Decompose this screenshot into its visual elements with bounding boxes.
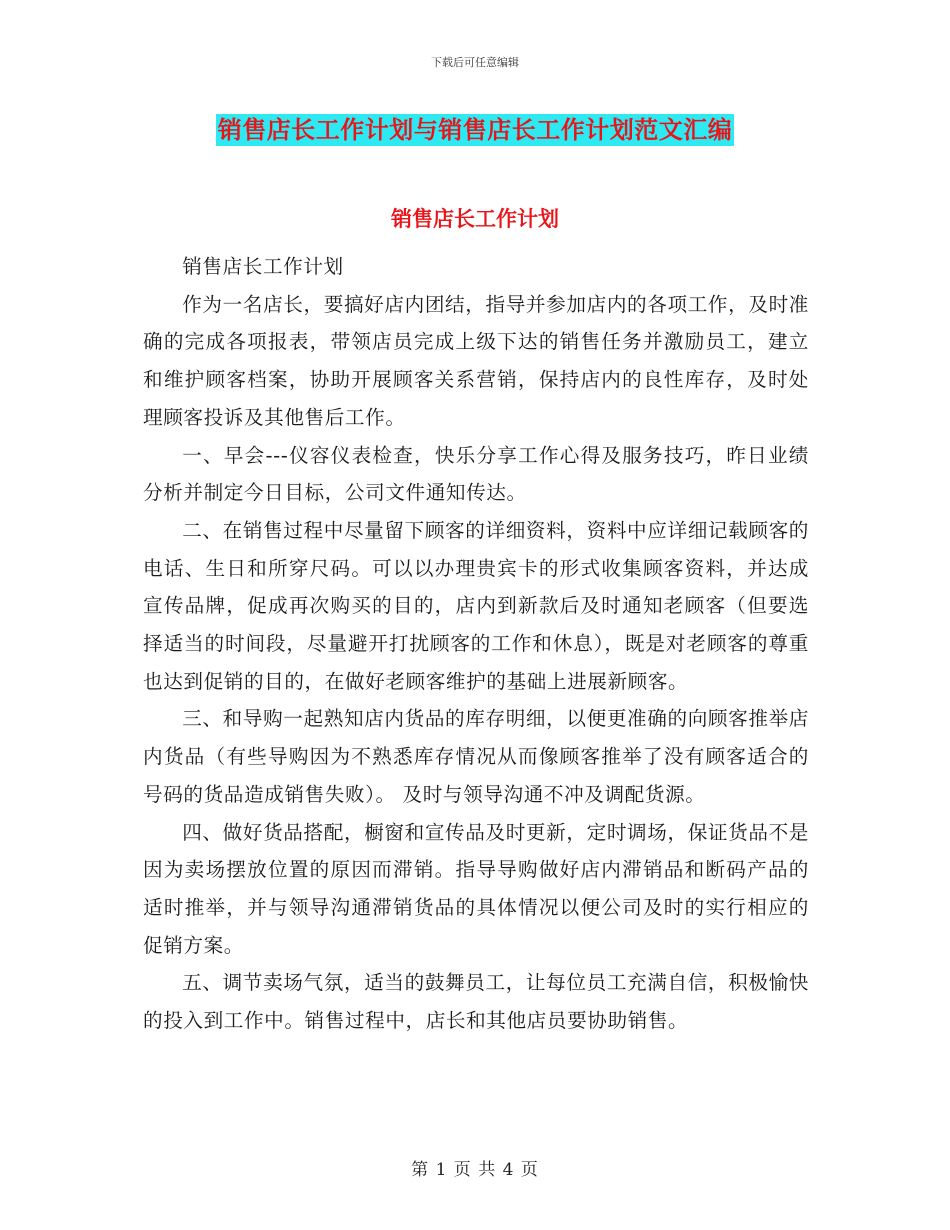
page-number-footer: 第 1 页 共 4 页 (411, 1160, 539, 1180)
header-note: 下载后可任意编辑 (431, 56, 519, 69)
main-title-container (0, 114, 950, 146)
body-paragraph: 二、在销售过程中尽量留下顾客的详细资料，资料中应详细记载顾客的电话、生日和所穿尺码。可以以办理贵宾卡的形式收集顾客资料，并达成宣传品牌，促成再次购买的目的，店内到新款后及时通知老顾客（但要选择适当的时间段，尽量避开打扰顾客的工作和休息），既是对老顾客的尊重也达到促销的目的，在做好老顾客维护的基础上进展新顾客。 (143, 518, 809, 693)
body-paragraph: 一、早会---仪容仪表检查，快乐分享工作心得及服务技巧，昨日业绩分析并制定今日目标，公司文件通知传达。 (143, 443, 809, 505)
body-paragraph: 五、调节卖场气氛，适当的鼓舞员工，让每位员工充满自信，积极愉快的投入到工作中。销售过程中，店长和其他店员要协助销售。 (143, 971, 809, 1033)
document-title: 销售店长工作计划与销售店长工作计划范文汇编 (217, 115, 733, 144)
section-title: 销售店长工作计划 (391, 206, 559, 231)
body-paragraph: 四、做好货品搭配，橱窗和宣传品及时更新，定时调场，保证货品不是因为卖场摆放位置的原因而滞销。指导导购做好店内滞销品和断码产品的适时推举，并与领导沟通滞销货品的具体情况以便公司及时的实行相应的促销方案。 (143, 820, 809, 957)
body-paragraph: 作为一名店长，要搞好店内团结，指导并参加店内的各项工作，及时准确的完成各项报表，带领店员完成上级下达的销售任务并激励员工，建立和维护顾客档案，协助开展顾客关系营销，保持店内的良性库存，及时处理顾客投诉及其他售后工作。 (143, 292, 809, 429)
document-body (143, 248, 809, 1040)
body-paragraph: 销售店长工作计划 (182, 255, 344, 278)
body-paragraph: 三、和导购一起熟知店内货品的库存明细，以便更准确的向顾客推举店内货品（有些导购因为不熟悉库存情况从而像顾客推举了没有顾客适合的号码的货品造成销售失败）。 及时与领导沟通不冲及调配货源。 (143, 707, 809, 806)
